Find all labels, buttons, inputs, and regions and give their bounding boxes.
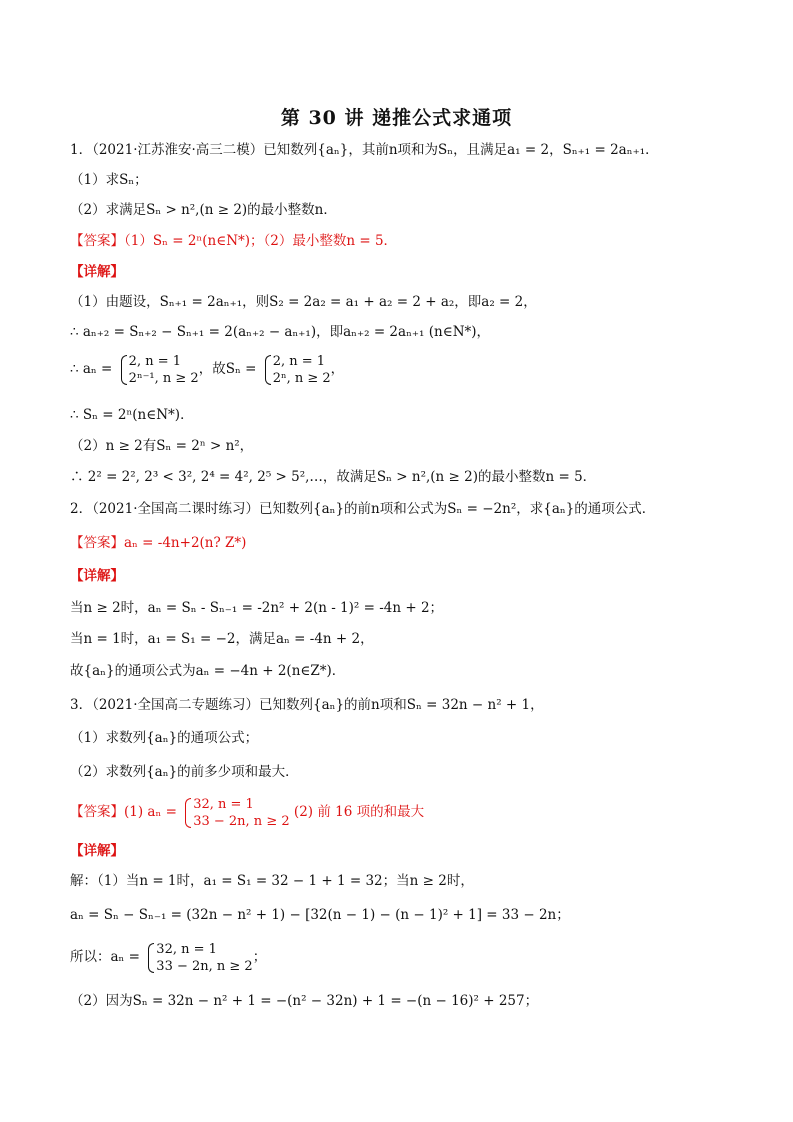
problem-2-detail-tag: 【详解】	[70, 568, 124, 584]
problem-3-detail-line-3: （2）因为Sₙ = 32n − n² + 1 = −(n² − 32n) + 1 = −(n − 16)² + 257；	[70, 993, 539, 1009]
problem-1-part-1: （1）求Sₙ；	[70, 172, 148, 188]
problem-1-part-2: （2）求满足Sₙ > n²,(n ≥ 2)的最小整数n．	[70, 202, 337, 218]
piecewise-row: 2ⁿ, n ≥ 2	[272, 370, 331, 386]
piecewise-row: 2ⁿ⁻¹, n ≥ 2	[128, 370, 199, 386]
problem-2-detail-line-3: 故{aₙ}的通项公式为aₙ = −4n + 2(n∈Z*)．	[70, 663, 346, 679]
piecewise-a-n	[147, 941, 252, 975]
problem-3-detail-tag: 【详解】	[70, 843, 124, 859]
piecewise-middle: ，故Sₙ =	[198, 361, 261, 377]
piecewise-s-n	[264, 353, 331, 387]
piecewise-a-n	[120, 353, 199, 387]
problem-2-detail-line-1: 当n ≥ 2时，aₙ = Sₙ - Sₙ₋₁ = -2n² + 2(n - 1)² = -4n + 2；	[70, 600, 444, 616]
problem-1-detail-line-2: ∴ aₙ₊₂ = Sₙ₊₂ − Sₙ₊₁ = 2(aₙ₊₂ − aₙ₊₁)，即aₙ₊₂ = 2aₙ₊₁ (n∈N*)，	[70, 324, 491, 340]
page-title: 第 30 讲 递推公式求通项	[280, 107, 513, 129]
problem-1-statement: 1．（2021·江苏淮安·高三二模）已知数列{aₙ}，其前n项和为Sₙ，且满足a₁ = 2，Sₙ₊₁ = 2aₙ₊₁．	[70, 142, 659, 158]
problem-3-part-1: （1）求数列{aₙ}的通项公式；	[70, 730, 259, 746]
problem-2-statement: 2．（2021·全国高二课时练习）已知数列{aₙ}的前n项和公式为Sₙ = −2n²，求{aₙ}的通项公式．	[70, 501, 656, 517]
piecewise-row: 32, n = 1	[193, 796, 254, 812]
problem-1-answer: 【答案】（1）Sₙ = 2ⁿ(n∈N*)；（2）最小整数n = 5．	[70, 233, 398, 249]
problem-1-detail-line-3: ∴ Sₙ = 2ⁿ(n∈N*)．	[70, 407, 194, 423]
problem-1-detail-line-5: ∴ 2² = 2², 2³ < 3², 2⁴ = 4², 2⁵ > 5²,…，故满足Sₙ > n²,(n ≥ 2)的最小整数n = 5．	[70, 469, 597, 485]
problem-3-piecewise-line	[70, 938, 750, 976]
answer-suffix: (2) 前 16 项的和最大	[293, 804, 425, 820]
answer-prefix: 【答案】(1) aₙ =	[70, 804, 182, 820]
problem-1-detail-tag: 【详解】	[70, 264, 124, 280]
piecewise-prefix: ∴ aₙ =	[70, 361, 117, 377]
piecewise-suffix: ；	[252, 949, 267, 965]
piecewise-suffix: ，	[330, 361, 345, 377]
problem-3-detail-line-2: aₙ = Sₙ − Sₙ₋₁ = (32n − n² + 1) − [32(n − 1) − (n − 1)² + 1] = 33 − 2n；	[70, 907, 570, 923]
problem-1-detail-line-1: （1）由题设，Sₙ₊₁ = 2aₙ₊₁，则S₂ = 2a₂ = a₁ + a₂ = 2 + a₂，即a₂ = 2，	[70, 294, 537, 310]
piecewise-row: 2, n = 1	[128, 353, 182, 369]
problem-2-answer: 【答案】aₙ = -4n+2(n? Z*)	[70, 535, 247, 551]
piecewise-row: 2, n = 1	[272, 353, 326, 369]
problem-1-detail-line-4: （2）n ≥ 2有Sₙ = 2ⁿ > n²，	[70, 438, 254, 454]
piecewise-row: 33 − 2n, n ≥ 2	[193, 813, 290, 829]
problem-1-piecewise-line	[70, 350, 750, 388]
piecewise-answer	[184, 796, 289, 830]
piecewise-row: 32, n = 1	[156, 941, 217, 957]
problem-2-detail-line-2: 当n = 1时，a₁ = S₁ = −2，满足aₙ = -4n + 2，	[70, 631, 374, 647]
piecewise-prefix: 所以：aₙ =	[70, 949, 145, 965]
piecewise-row: 33 − 2n, n ≥ 2	[156, 958, 253, 974]
problem-3-detail-line-1: 解：（1）当n = 1时，a₁ = S₁ = 32 − 1 + 1 = 32；当n ≥ 2时，	[70, 873, 474, 889]
problem-3-part-2: （2）求数列{aₙ}的前多少项和最大．	[70, 764, 299, 780]
problem-3-answer	[70, 793, 750, 831]
problem-3-statement: 3．（2021·全国高二专题练习）已知数列{aₙ}的前n项和Sₙ = 32n − n² + 1，	[70, 697, 544, 713]
